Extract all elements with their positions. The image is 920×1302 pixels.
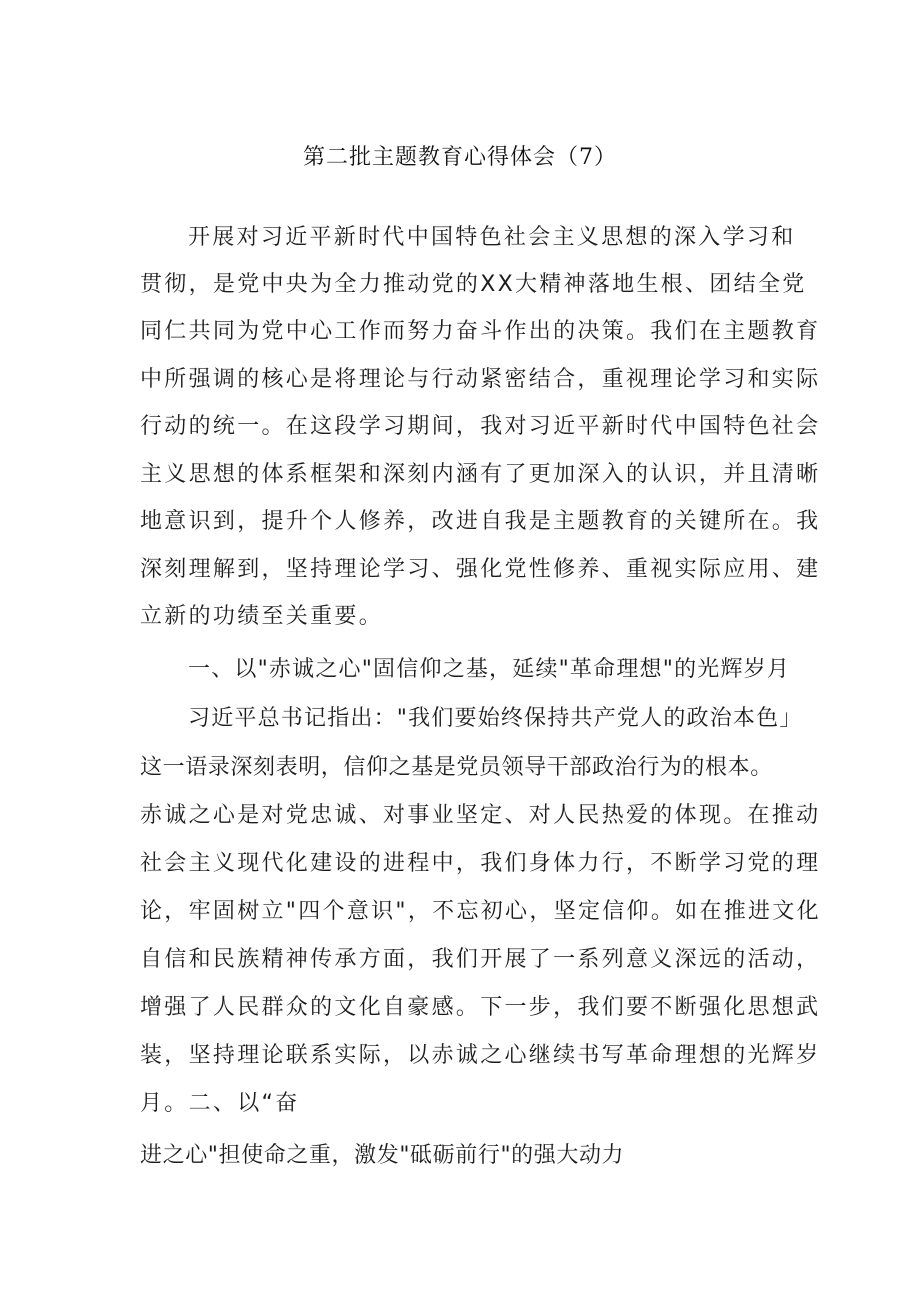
paragraph-line: 行动的统一。在这段学习期间，我对习近平新时代中国特色社会 [140, 414, 821, 439]
paragraph-line: 这一语录深刻表明，信仰之基是党员领导干部政治行为的根本。 [140, 755, 773, 780]
paragraph-line: 赤诚之心是对党忠诚、对事业坚定、对人民热爱的体现。在推动 [140, 803, 821, 828]
section-heading: 一、以"赤诚之心"固信仰之基，延续"革命理想"的光辉岁月 [188, 657, 791, 682]
paragraph-line: 深刻理解到，坚持理论学习、强化党性修养、重视实际应用、建 [140, 557, 821, 582]
paragraph-line: 论，牢固树立"四个意识"，不忘初心，坚定信仰。如在推进文化 [140, 899, 821, 924]
paragraph-line: 装，坚持理论联系实际，以赤诚之心继续书写革命理想的光辉岁 [140, 1043, 821, 1068]
paragraph-line: 开展对习近平新时代中国特色社会主义思想的深入学习和 [188, 225, 796, 250]
paragraph-line: 立新的功绩至关重要。 [140, 604, 384, 629]
paragraph-line: 社会主义现代化建设的进程中，我们身体力行，不断学习党的理 [140, 851, 821, 876]
paragraph-line: 地意识到，提升个人修养，改进自我是主题教育的关键所在。我 [140, 509, 821, 534]
paragraph-line: 主义思想的体系框架和深刻内涵有了更加深入的认识，并且清晰 [140, 462, 821, 487]
document-title: 第二批主题教育心得体会（7） [303, 145, 617, 170]
paragraph-line: 自信和民族精神传承方面，我们开展了一系列意义深远的活动， [140, 947, 821, 972]
paragraph-line: 中所强调的核心是将理论与行动紧密结合，重视理论学习和实际 [140, 367, 821, 392]
paragraph-line: 同仁共同为党中心工作而努力奋斗作出的决策。我们在主题教育 [140, 319, 821, 344]
section-heading: 进之心"担使命之重，激发"砥砺前行"的强大动力 [140, 1143, 625, 1168]
paragraph-line: 增强了人民群众的文化自豪感。下一步，我们要不断强化思想武 [140, 995, 821, 1020]
paragraph-line: 月。二、以“奋 [140, 1091, 300, 1116]
paragraph-line: 习近平总书记指出："我们要始终保持共产党人的政治本色」 [188, 706, 803, 731]
paragraph-line: 贯彻，是党中央为全力推动党的XX大精神落地生根、团结全党 [140, 272, 807, 297]
